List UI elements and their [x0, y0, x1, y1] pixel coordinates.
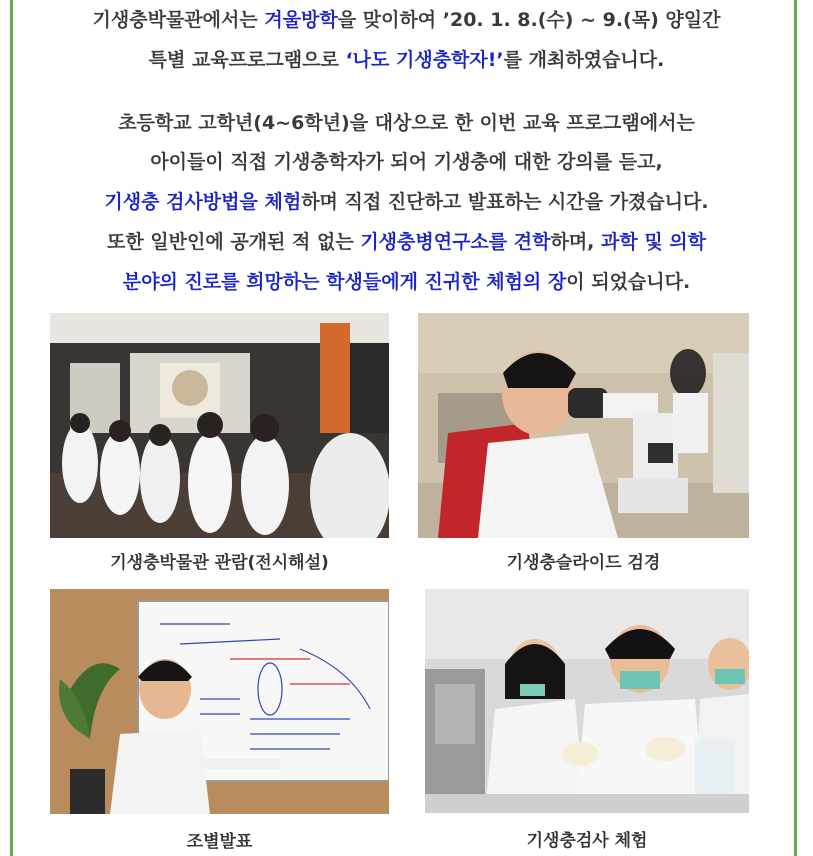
- caption-presentation: 조별발표: [186, 832, 253, 852]
- body-line-5: 분야의 진로를 희망하는 학생들에게 진귀한 체험의 장이 되었습니다.: [122, 271, 691, 293]
- caption-lab-test: 기생충검사 체험: [526, 831, 648, 851]
- intro-line-2: 특별 교육프로그램으로 ‘나도 기생충학자!’를 개최하였습니다.: [148, 49, 665, 71]
- caption-microscope: 기생충슬라이드 검경: [506, 553, 661, 573]
- body-line-1: 초등학교 고학년(4~6학년)을 대상으로 한 이번 교육 프로그램에서는: [118, 112, 695, 134]
- body-line-4: 또한 일반인에 공개된 적 없는 기생충병연구소를 견학하며, 과학 및 의학: [106, 231, 707, 253]
- body-line-3: 기생충 검사방법을 체험하며 직접 진단하고 발표하는 시간을 가졌습니다.: [104, 191, 709, 213]
- photo-microscope: [418, 313, 749, 538]
- caption-museum-tour: 기생충박물관 관람(전시해설): [110, 553, 329, 573]
- body-line-2: 아이들이 직접 기생충학자가 되어 기생충에 대한 강의를 듣고,: [150, 151, 663, 173]
- photo-museum-tour: [50, 313, 389, 538]
- intro-line-1: 기생충박물관에서는 겨울방학을 맞이하여 ’20. 1. 8.(수) ~ 9.(목) 양일간: [92, 9, 721, 31]
- photo-presentation: [50, 589, 389, 814]
- photo-lab-test: [425, 589, 749, 813]
